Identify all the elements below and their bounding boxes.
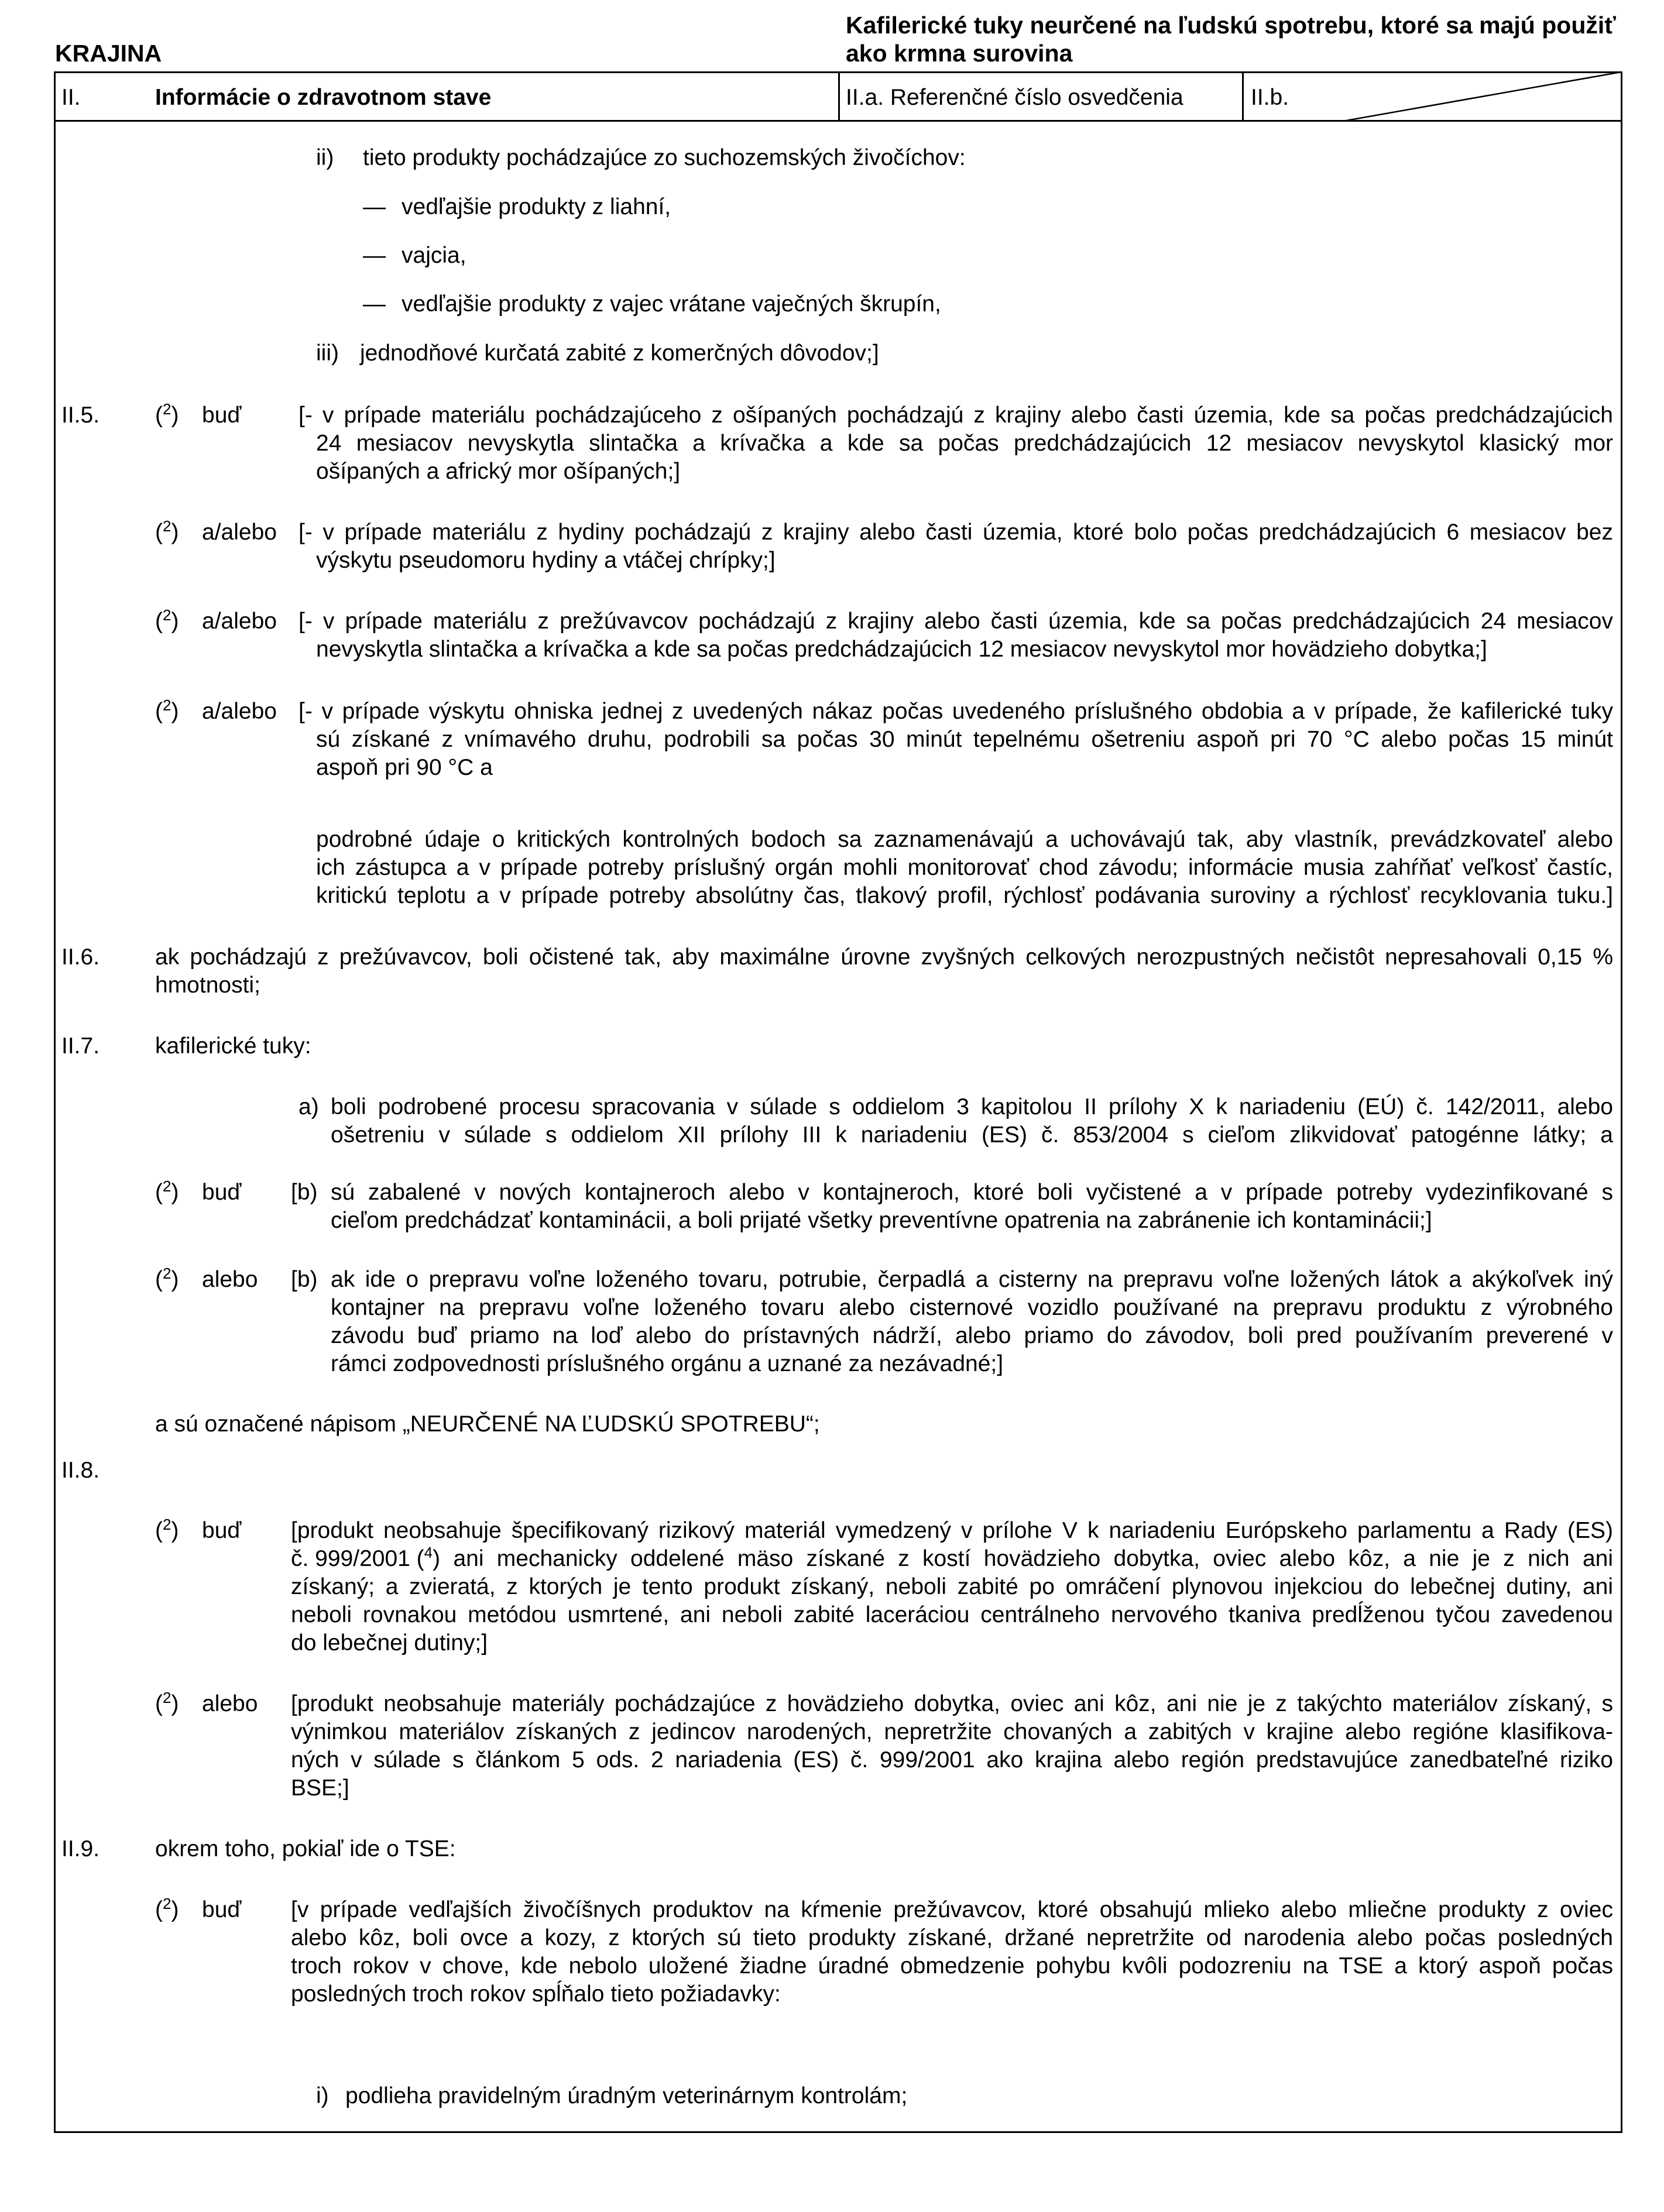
paragraph-line: kontajner na prepravu voľne loženého tovaru alebo cisternové vozidlo používané na prepravu produktu z výrobného: [331, 1295, 1613, 1320]
item-ii-text: tieto produkty pochádzajúce zo suchozemských živočíchov:: [363, 145, 966, 170]
paragraph-line: BSE;]: [291, 1775, 349, 1801]
section-8-number: II.8.: [61, 1458, 100, 1483]
option-label: a/alebo: [202, 609, 277, 634]
item-b-label: [b): [291, 1267, 318, 1292]
option-marker: ($^2$): [155, 1265, 179, 1292]
option-marker: ($^2$): [155, 1177, 179, 1205]
paragraph-line: 24 mesiacov nevyskytla slintačka a krívačka a kde sa počas predchádzajúcich 12 mesiacov nevyskytol klasický mor: [316, 431, 1613, 456]
dash-mark: —: [363, 243, 386, 268]
paragraph-line: č. 999/2001 ( $^4$ ) ani mechanicky oddelené mäso získané z kostí hovädzieho dobytka, oviec alebo kôz, a nie je z nich ani: [291, 1544, 1613, 1571]
paragraph-line: rámci zodpovednosti príslušného orgánu a uznané za nezávadné;]: [331, 1351, 1004, 1376]
section-7-number: II.7.: [61, 1033, 100, 1059]
option-label: a/alebo: [202, 699, 277, 724]
option-label: buď: [202, 1180, 242, 1205]
item-a-label: a): [299, 1094, 319, 1119]
reference-number-label: II.a. Referenčné číslo osvedčenia: [846, 85, 1183, 110]
paragraph-line: [produkt neobsahuje materiály pochádzajúce z hovädzieho dobytka, oviec ani kôz, ani nie je z takýchto materiálov získaný, s: [291, 1691, 1613, 1716]
paragraph-line: do lebečnej dutiny;]: [291, 1630, 488, 1655]
paragraph-line: podrobné údaje o kritických kontrolných bodoch sa zaznamenávajú a uchovávajú tak, aby vlastník, prevádzkovateľ alebo: [316, 827, 1613, 852]
option-marker: ($^2$): [155, 400, 179, 428]
frame-left-rule: [54, 71, 56, 2133]
option-label: alebo: [202, 1691, 258, 1716]
paragraph-line: sú zabalené v nových kontajneroch alebo v kontajneroch, ktoré boli vyčistené a v prípade potreby vydezinfikované s: [331, 1180, 1613, 1205]
part-number: II.: [61, 85, 81, 110]
certificate-title-line1: Kafilerické tuky neurčené na ľudskú spotrebu, ktoré sa majú použiť: [846, 12, 1616, 39]
dash-item-text: vedľajšie produkty z vajec vrátane vaječných škrupín,: [402, 291, 941, 317]
item-ii-number: ii): [316, 145, 334, 170]
header-divider-2: [1242, 71, 1244, 122]
option-label: alebo: [202, 1267, 258, 1292]
option-marker: ($^2$): [155, 1689, 179, 1716]
footnote-ref: 4: [424, 1544, 433, 1561]
paragraph-line: [- v prípade materiálu z prežúvavcov pochádzajú z krajiny alebo časti územia, kde sa počas predchádzajúcich 24 mesiacov: [299, 609, 1613, 634]
option-marker: ($^2$): [155, 1516, 179, 1543]
item-b-label: [b): [291, 1180, 318, 1205]
paragraph-line: kritickú teplotu a v prípade potreby absolútny čas, tlakový profil, rýchlosť podávania suroviny a rýchlosť recyklovania tuku.]: [316, 883, 1613, 908]
paragraph-line: boli podrobené procesu spracovania v súlade s oddielom 3 kapitolou II prílohy X k nariadeniu (EÚ) č. 142/2011, alebo: [331, 1094, 1613, 1119]
option-marker: ($^2$): [155, 606, 179, 634]
item-iii-number: iii): [316, 341, 339, 366]
dash-item-text: vedľajšie produkty z liahní,: [402, 194, 671, 219]
paragraph-line: [produkt neobsahuje špecifikovaný rizikový materiál vymedzený v prílohe V k nariadeniu Európskeho parlamentu a Rady (ES): [291, 1518, 1613, 1543]
paragraph-line: ných v súlade s článkom 5 ods. 2 nariadenia (ES) č. 999/2001 ako krajina alebo región predstavujúce zanedbateľné riziko: [291, 1747, 1613, 1773]
item-iii-text: jednodňové kurčatá zabité z komerčných dôvodov;]: [360, 341, 879, 366]
section-7-intro: kafilerické tuky:: [155, 1033, 311, 1059]
dash-mark: —: [363, 291, 386, 317]
paragraph-line: troch rokov v chove, kde nebolo uložené žiadne úradné obmedzenie pohybu kvôli podozreniu na TSE a ktorý aspoň počas: [291, 1953, 1613, 1979]
paragraph-line: sú získané z vnímavého druhu, podrobili sa počas 30 minút tepelnému ošetreniu aspoň pri 70 °C alebo počas 15 minút: [316, 727, 1613, 752]
option-marker: ($^2$): [155, 517, 179, 545]
dash-mark: —: [363, 194, 386, 219]
paragraph-line: [v prípade vedľajších živočíšnych produktov na kŕmenie prežúvavcov, ktoré obsahujú mlieko alebo mliečne produkty z oviec: [291, 1897, 1613, 1922]
iib-label: II.b.: [1251, 85, 1289, 110]
certificate-title-line2: ako krmna surovina: [846, 40, 1073, 67]
option-label: buď: [202, 1518, 242, 1543]
paragraph-line: výskytu pseudomoru hydiny a vtáčej chrípky;]: [316, 548, 776, 573]
part-title: Informácie o zdravotnom stave: [155, 85, 492, 110]
paragraph-line: [- v prípade materiálu z hydiny pochádzajú z krajiny alebo časti územia, ktoré bolo počas predchádzajúcich 6 mesiacov bez: [299, 520, 1613, 545]
paragraph-line: posledných troch rokov spĺňalo tieto požiadavky:: [291, 1981, 781, 2007]
section-7-closing: a sú označené nápisom „NEURČENÉ NA ĽUDSKÚ SPOTREBU“;: [155, 1411, 820, 1437]
paragraph-line: závodu buď priamo na loď alebo do prístavných nádrží, alebo priamo do závodov, boli pred používaním preverené v: [331, 1323, 1613, 1348]
section-9-number: II.9.: [61, 1836, 100, 1861]
dash-item-text: vajcia,: [402, 243, 466, 268]
paragraph-line: neboli rovnakou metódou usmrtené, ani neboli zabité laceráciou centrálneho nervového tkaniva predĺženou tyčou zavedenou: [291, 1602, 1613, 1627]
option-label: buď: [202, 1897, 242, 1922]
country-label: KRAJINA: [55, 40, 162, 67]
paragraph-line: ak ide o prepravu voľne loženého tovaru, potrubie, čerpadlá a cisterny na prepravu voľne ložených látok a akýkoľvek iný: [331, 1267, 1613, 1292]
paragraph-line: ošípaných a africký mor ošípaných;]: [316, 459, 681, 484]
option-label: buď: [202, 403, 242, 428]
paragraph-line: ich zástupca a v prípade potreby príslušný orgán mohli monitorovať chod závodu; informácie musia zahŕňať veľkosť častíc,: [316, 855, 1613, 880]
option-marker: ($^2$): [155, 1895, 179, 1922]
header-diagonal-line: [1346, 71, 1622, 122]
paragraph-line: [- v prípade materiálu pochádzajúceho z ošípaných pochádzajú z krajiny alebo časti územia, kde sa počas predchádzajúcich: [299, 403, 1613, 428]
frame-right-rule: [1621, 71, 1622, 2133]
frame-bottom-rule: [54, 2131, 1622, 2133]
option-label: a/alebo: [202, 520, 277, 545]
item-i-text: podlieha pravidelným úradným veterinárnym kontrolám;: [345, 2083, 908, 2108]
paragraph-line: aspoň pri 90 °C a: [316, 755, 493, 780]
paragraph-line: alebo kôz, boli ovce a kozy, z ktorých sú tieto produkty získané, držané nepretržite od narodenia alebo počas posledných: [291, 1925, 1613, 1950]
paragraph-line: cieľom predchádzať kontaminácii, a boli prijaté všetky preventívne opatrenia na zabránenie ich kontaminácii;]: [331, 1208, 1432, 1233]
option-marker: ($^2$): [155, 696, 179, 724]
paragraph-line: [- v prípade výskytu ohniska jednej z uvedených nákaz počas uvedeného príslušného obdobia a v prípade, že kafilerické tuky: [299, 699, 1613, 724]
section-5-number: II.5.: [61, 403, 100, 428]
paragraph-line: ošetreniu v súlade s oddielom XII prílohy III k nariadeniu (ES) č. 853/2004 s cieľom zlikvidovať patogénne látky; a: [331, 1122, 1613, 1148]
paragraph-line: ak pochádzajú z prežúvavcov, boli očistené tak, aby maximálne úrovne zvyšných celkových nerozpustných nečistôt nepresahovali 0,15 %: [155, 944, 1613, 970]
item-i-number: i): [316, 2083, 329, 2108]
paragraph-line: nevyskytla slintačka a krívačka a kde sa počas predchádzajúcich 12 mesiacov nevyskytol mor hovädzieho dobytka;]: [316, 637, 1487, 662]
section-6-number: II.6.: [61, 944, 100, 970]
paragraph-line: výnimkou materiálov získaných z jedincov narodených, nepretržite chovaných a zabitých v krajine alebo regióne klasifikova-: [291, 1719, 1613, 1744]
paragraph-line: získaný; a zvieratá, z ktorých je tento produkt získaný, neboli zabité po omráčení plynovou injekciou do lebečnej dutiny, ani: [291, 1574, 1613, 1599]
paragraph-line: hmotnosti;: [155, 973, 260, 998]
section-9-intro: okrem toho, pokiaľ ide o TSE:: [155, 1836, 456, 1861]
header-divider-1: [838, 71, 840, 122]
